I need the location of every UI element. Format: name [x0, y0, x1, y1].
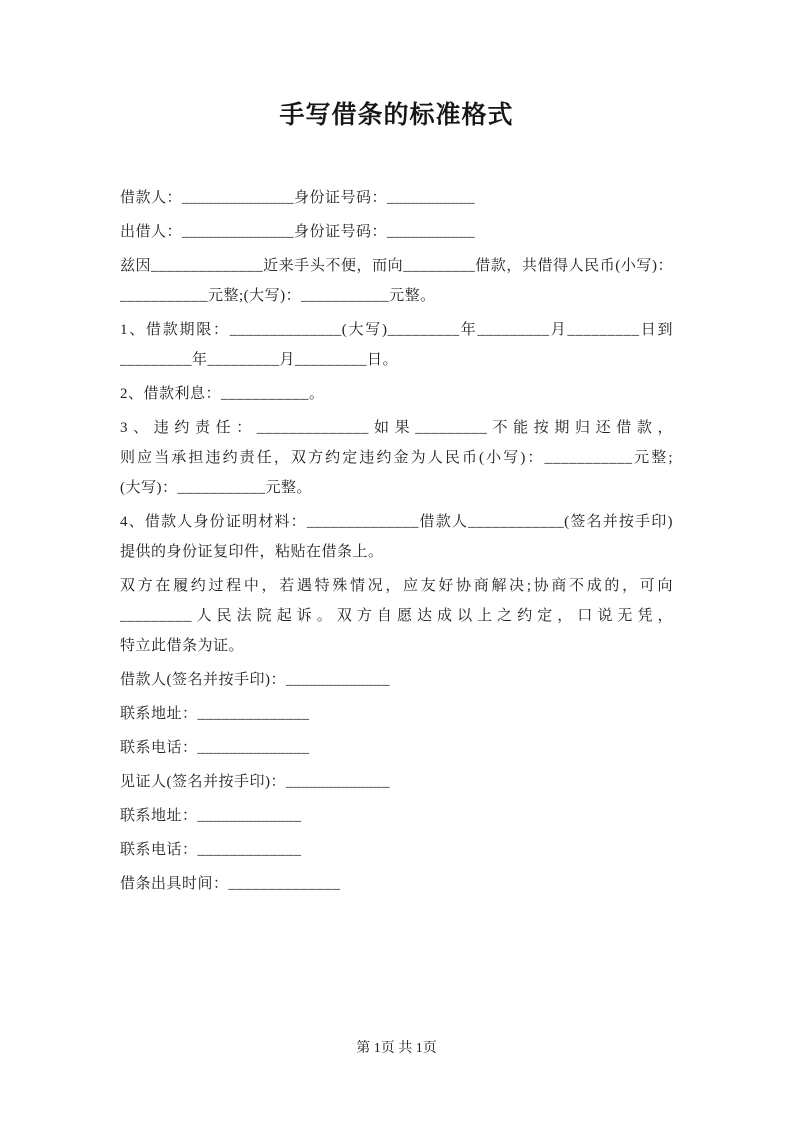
para-dispute-resolution: 双方在履约过程中，若遇特殊情况，应友好协商解决;协商不成的，可向_________人民法院起诉。双方自愿达成以上之约定，口说无凭，特立此借条为证。: [120, 578, 673, 654]
line-witness-signature: 见证人(签名并按手印)：_____________: [120, 774, 390, 790]
line-borrower-phone: 联系电话：______________: [120, 740, 310, 756]
clause-breach-liability: 3、违约责任：______________如果_________不能按期归还借款，则应当承担违约责任，双方约定违约金为人民币(小写)：___________元整;(大写)：___________元整。: [120, 420, 673, 496]
line-borrower-address: 联系地址：______________: [120, 706, 310, 722]
clause-identity-proof: 4、借款人身份证明材料：______________借款人____________(签名并按手印)提供的身份证复印件，粘贴在借条上。: [120, 514, 673, 560]
line-lender: 出借人：______________身份证号码：___________: [120, 224, 476, 240]
clause-interest: 2、借款利息：___________。: [120, 386, 325, 402]
document-title: 手写借条的标准格式: [279, 102, 514, 129]
clause-loan-term: 1、借款期限：______________(大写)_________年_________月_________日到_________年_________月_________日。: [120, 322, 673, 368]
para-loan-cause: 兹因______________近来手头不便，而向_________借款，共借得人民币(小写)：___________元整;(大写)：___________元整。: [120, 258, 673, 304]
page-number: 第 1页 共 1页: [356, 1041, 437, 1056]
line-issue-date: 借条出具时间：______________: [120, 876, 341, 892]
line-witness-address: 联系地址：_____________: [120, 808, 302, 824]
line-borrower: 借款人：______________身份证号码：___________: [120, 190, 476, 206]
line-borrower-signature: 借款人(签名并按手印)：_____________: [120, 672, 390, 688]
document-content: [120, 101, 673, 903]
line-witness-phone: 联系电话：_____________: [120, 842, 302, 858]
